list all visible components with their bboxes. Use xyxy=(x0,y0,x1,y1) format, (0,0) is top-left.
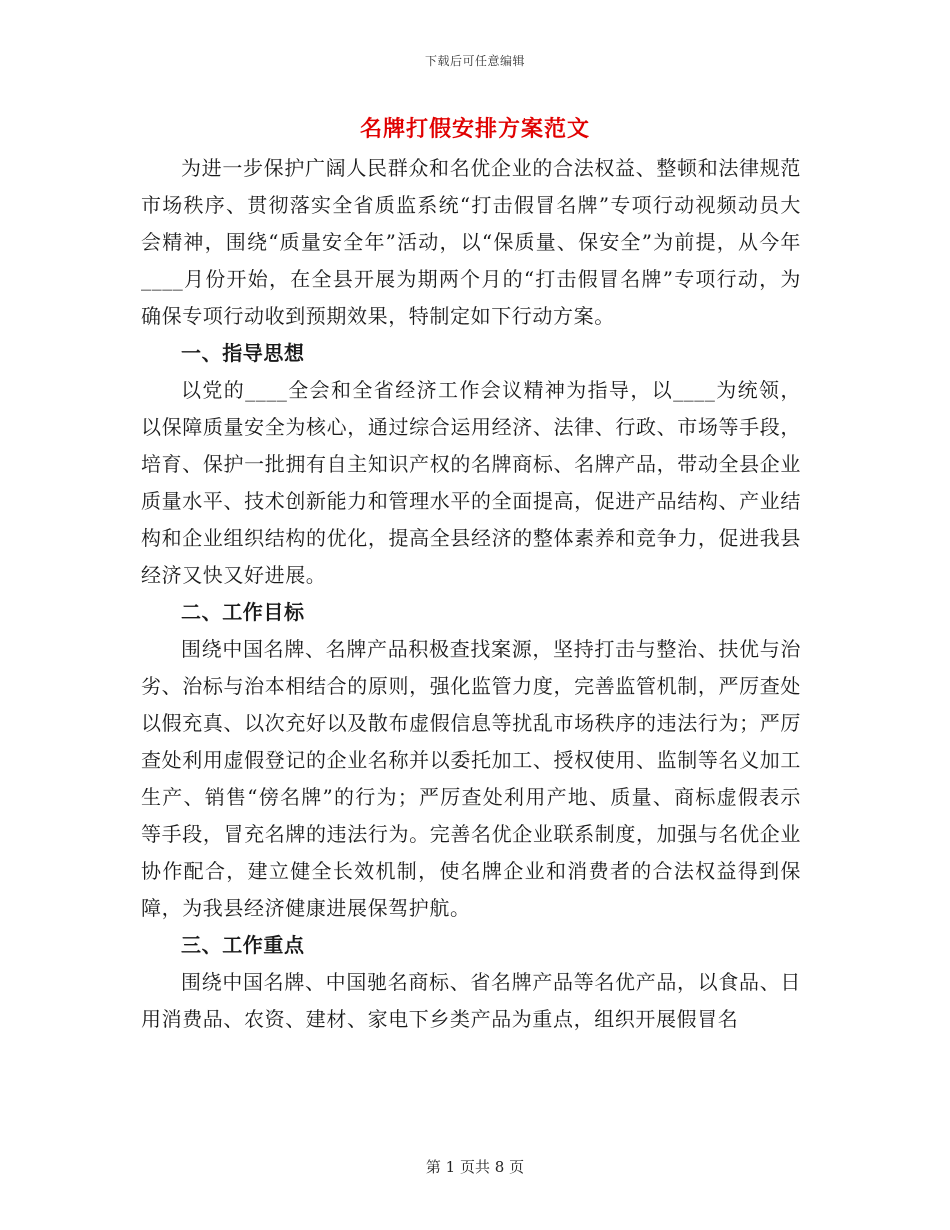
section-body-work-goals: 围绕中国名牌、名牌产品积极查找案源，坚持打击与整治、扶优与治劣、治标与治本相结合的原则，强化监管力度，完善监管机制，严厉查处以假充真、以次充好以及散布虚假信息等扰乱市场秩序的违法行为；严厉查处利用虚假登记的企业名称并以委托加工、授权使用、监制等名义加工生产、销售“傍名牌”的行为；严厉查处利用产地、质量、商标虚假表示等手段，冒充名牌的违法行为。完善名优企业联系制度，加强与名优企业协作配合，建立健全长效机制，使名牌企业和消费者的合法权益得到保障，为我县经济健康进展保驾护航。 xyxy=(141,637,801,920)
page-number: 第 1 页共 8 页 xyxy=(425,1158,525,1176)
document-body xyxy=(141,150,801,1038)
header-note: 下载后可任意编辑 xyxy=(424,54,525,68)
section-body-work-focus: 围绕中国名牌、中国驰名商标、省名牌产品等名优产品，以食品、日用消费品、农资、建材、家电下乡类产品为重点，组织开展假冒名 xyxy=(141,970,801,1031)
section-heading-guiding-ideology: 一、指导思想 xyxy=(181,341,305,365)
section-body-guiding-ideology: 以党的____全会和全省经济工作会议精神为指导，以____为统领，以保障质量安全为核心，通过综合运用经济、法律、行政、市场等手段，培育、保护一批拥有自主知识产权的名牌商标、名牌产品，带动全县企业质量水平、技术创新能力和管理水平的全面提高，促进产品结构、产业结构和企业组织结构的优化，提高全县经济的整体素养和竞争力，促进我县经济又快又好进展。 xyxy=(141,378,801,587)
section-heading-work-focus: 三、工作重点 xyxy=(181,933,305,957)
intro-paragraph: 为进一步保护广阔人民群众和名优企业的合法权益、整顿和法律规范市场秩序、贯彻落实全省质监系统“打击假冒名牌”专项行动视频动员大会精神，围绕“质量安全年”活动，以“保质量、保安全”为前提，从今年____月份开始，在全县开展为期两个月的“打击假冒名牌”专项行动，为确保专项行动收到预期效果，特制定如下行动方案。 xyxy=(141,156,801,328)
section-heading-work-goals: 二、工作目标 xyxy=(181,600,305,624)
document-title: 名牌打假安排方案范文 xyxy=(359,116,590,142)
